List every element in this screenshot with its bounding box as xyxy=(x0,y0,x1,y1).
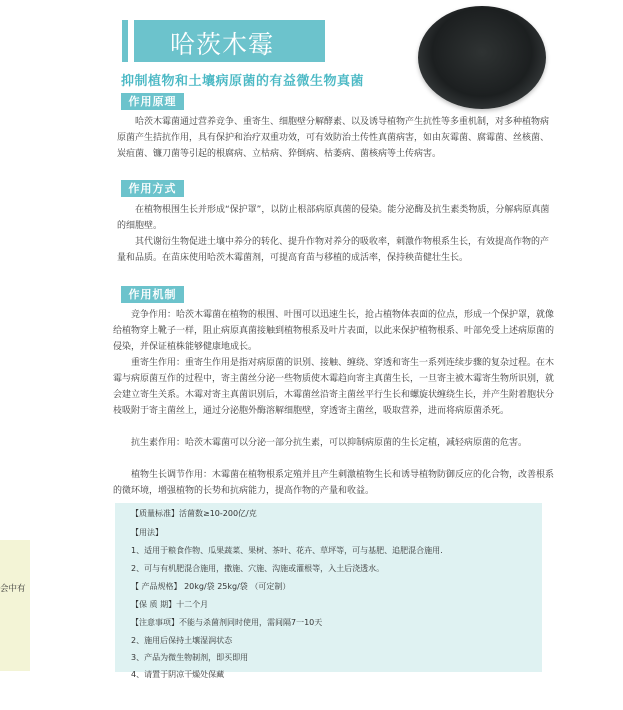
method-paragraph-2: 其代谢衍生物促进土壤中养分的转化、提升作物对养分的吸收率，刺激作物根系生长，有效提高作物的产量和品质。在苗床使用哈茨木霉菌剂，可提高育苗与移植的成活率，保持秧苗健壮生长。 xyxy=(117,237,550,263)
mechanism-growth-regulation: 植物生长调节作用：木霉菌在植物根系定殖并且产生刺激植物生长和诱导植物防御反应的化合物，改善根系的微环境，增强植物的长势和抗病能力，提高作物的产量和收益。 xyxy=(113,470,555,496)
principle-paragraph: 哈茨木霉菌通过营养竞争、重寄生、细胞壁分解酵素、以及诱导植物产生抗性等多重机制，对多种植物病原菌产生拮抗作用，具有保护和治疗双重功效，可有效防治土传性真菌病害，如由灰霉菌、腐霉菌、丝核菌、炭疽菌、镰刀菌等引起的根腐病、立枯病、猝倒病、枯萎病、菌核病等土传病害。 xyxy=(117,117,550,159)
info-quality-standard: 【质量标准】活菌数≥10-200亿/克 xyxy=(131,509,257,518)
section-heading-method: 作用方式 xyxy=(121,180,184,197)
info-caution-2: 2、施用后保持土壤湿润状态 xyxy=(131,636,233,645)
info-usage-2: 2、可与有机肥混合施用，撒施、穴施、沟施或灌根等，入土后浇透水。 xyxy=(131,564,385,573)
method-paragraph-1: 在植物根围生长并形成“保护罩”，以防止根部病原真菌的侵染。能分泌酶及抗生素类物质，分解病原真菌的细胞壁。 xyxy=(117,205,550,231)
info-caution-3: 3、产品为微生物制剂，即买即用 xyxy=(131,653,249,662)
page-title: 哈茨木霉 xyxy=(170,30,275,59)
title-accent-stripe xyxy=(128,20,134,62)
mechanism-antibiotic: 抗生素作用：哈茨木霉菌可以分泌一部分抗生素，可以抑制病原菌的生长定植，减轻病原菌的危害。 xyxy=(131,438,528,448)
side-panel xyxy=(0,540,30,671)
mechanism-competition: 竞争作用：哈茨木霉菌在植物的根围、叶围可以迅速生长，抢占植物体表面的位点，形成一个保护罩，就像给植物穿上靴子一样，阻止病原真菌接触到植物根系及叶片表面，以此来保护植物根系、叶部免受上述病原菌的侵染，并保证植株能够健康地成长。 xyxy=(113,310,555,352)
mechanism-parasitism: 重寄生作用：重寄生作用是指对病原菌的识别、接触、缠绕、穿透和寄生一系列连续步骤的复杂过程。在木霉与病原菌互作的过程中，寄主菌丝分泌一些物质使木霉趋向寄主真菌生长，一旦寄主被木霉寄生物所识别，就会建立寄生关系。木霉对寄主真菌识别后，木霉菌丝沿寄主菌丝平行生长和螺旋状缠绕生长，并产生附着胞状分枝吸附于寄主菌丝上，通过分泌胞外酶溶解细胞壁，穿透寄主菌丝，吸取营养，进而将病原菌杀死。 xyxy=(113,358,555,416)
info-shelf-life: 【保 质 期】十二个月 xyxy=(131,600,209,609)
info-caution-4: 4、请置于阴凉干燥处保藏 xyxy=(131,670,225,679)
product-photo-dish xyxy=(418,6,546,109)
section-heading-mechanism: 作用机制 xyxy=(121,286,184,303)
info-caution: 【注意事项】不能与杀菌剂同时使用，需间隔7一10天 xyxy=(131,618,323,627)
info-usage-1: 1、适用于粮食作物、瓜果蔬菜、果树、茶叶、花卉、草坪等，可与基肥、追肥混合施用. xyxy=(131,546,443,555)
title-banner xyxy=(122,20,325,62)
info-usage-heading: 【用法】 xyxy=(131,528,163,537)
page-subtitle: 抑制植物和土壤病原菌的有益微生物真菌 xyxy=(121,74,365,89)
side-panel-text: 会中有 xyxy=(0,584,26,594)
section-heading-principle: 作用原理 xyxy=(121,93,184,110)
product-info-box xyxy=(115,503,542,679)
info-spec: 【 产品规格】 20kg/袋 25kg/袋 （可定制） xyxy=(131,582,291,591)
